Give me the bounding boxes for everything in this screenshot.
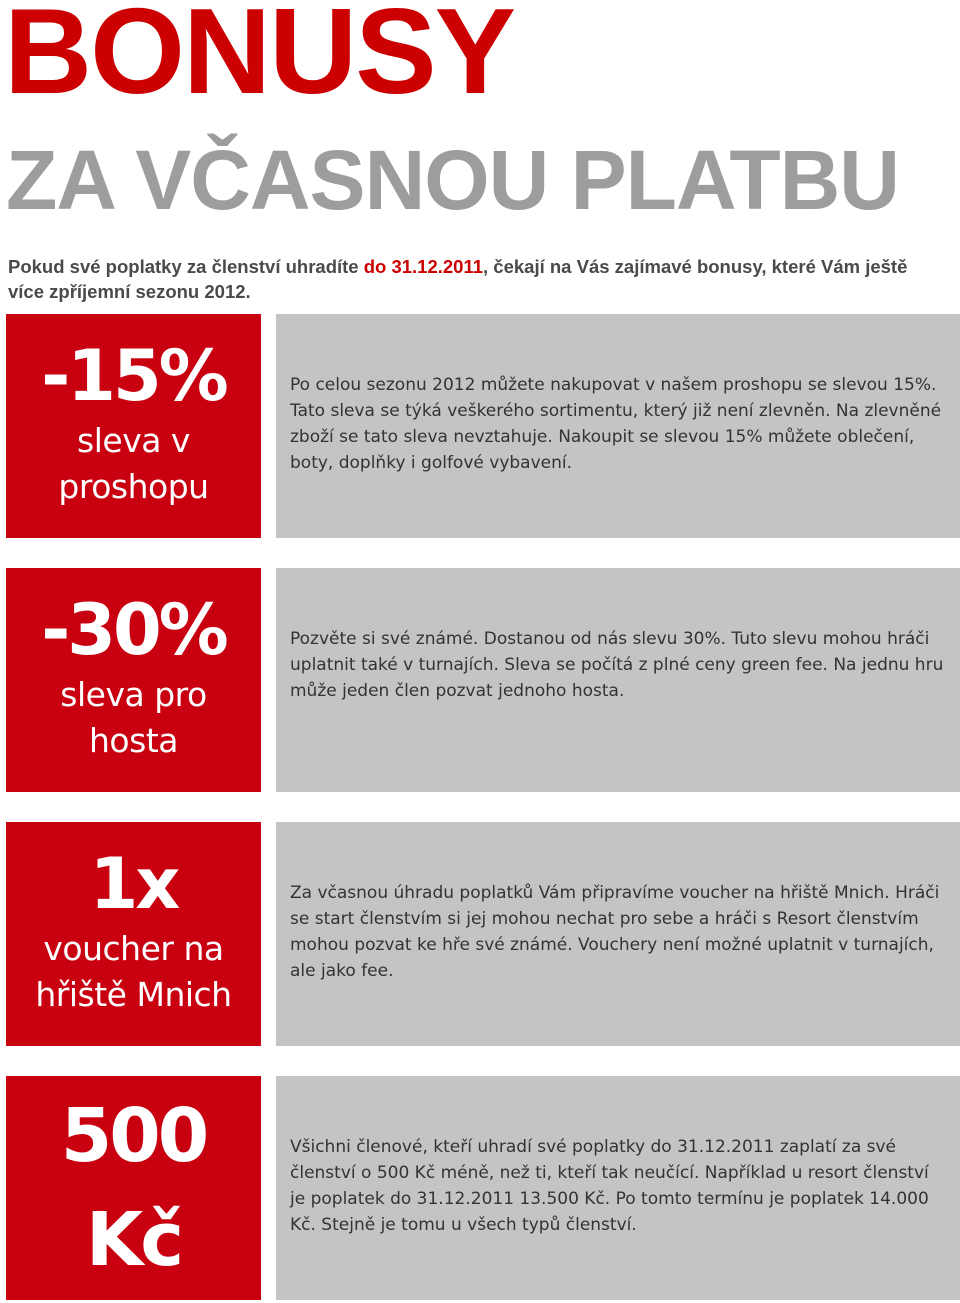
bonus-row-proshop — [6, 314, 960, 538]
bonus-label: voucher na hřiště Mnich — [35, 929, 232, 1014]
page-title: BONUSY — [4, 0, 514, 119]
bonus-row-voucher — [6, 822, 960, 1046]
bonus-description: Pozvěte si své známé. Dostanou od nás slevu 30%. Tuto slevu mohou hráči uplatnit také v turnajích. Sleva se počítá z plné ceny green fee. Na jednu hru může jeden člen pozvat jednoho hosta. — [290, 629, 944, 701]
bonus-description: Za včasnou úhradu poplatků Vám připravíme voucher na hřiště Mnich. Hráči se start členstvím si jej mohou nechat pro sebe a hráči s Resort členstvím mohou pozvat ke hře své známé. Vouchery není možné uplatnit v turnajích, ale jako fee. — [290, 883, 940, 981]
bonus-badge — [6, 568, 261, 792]
bonus-description-box — [276, 822, 960, 1046]
bonus-value: -15% — [41, 335, 226, 417]
bonus-badge — [6, 314, 261, 538]
bonus-badge — [6, 1076, 261, 1300]
bonus-description-box — [276, 1076, 960, 1300]
bonus-value: 1x — [89, 843, 178, 925]
bonus-description-box — [276, 314, 960, 538]
bonus-label: sleva pro hosta — [60, 675, 207, 760]
intro-text-after: , čekají na Vás zajímavé bonusy, které Vám ještě více zpříjemní sezonu 2012. — [8, 256, 908, 302]
bonus-badge — [6, 822, 261, 1046]
bonus-value: -30% — [41, 589, 226, 671]
bonus-row-guest — [6, 568, 960, 792]
intro-deadline: do 31.12.2011 — [363, 256, 484, 277]
bonus-row-500kc — [6, 1076, 960, 1300]
bonus-description: Po celou sezonu 2012 můžete nakupovat v našem proshopu se slevou 15%. Tato sleva se týká veškerého sortimentu, který již není zlevněn. Na zlevněné zboží se tato sleva nevztahuje. Nakoupit se slevou 15% můžete oblečení, boty, doplňky i golfové vybavení. — [290, 375, 942, 473]
bonus-description: Všichni členové, kteří uhradí své poplatky do 31.12.2011 zaplatí za své členství o 500 Kč méně, než ti, kteří tak neučící. Například u resort členství je poplatek do 31.12.2011 13.500 Kč. Po tomto termínu je poplatek 14.000 Kč. Stejně je tomu u všech typů členství. — [290, 1137, 929, 1235]
bonus-label: sleva v proshopu — [58, 421, 209, 506]
page-subtitle: ZA VČASNOU PLATBU — [6, 133, 899, 227]
intro-text-before: Pokud své poplatky za členství uhradíte — [8, 256, 364, 277]
bonus-description-box — [276, 568, 960, 792]
intro-paragraph — [8, 254, 948, 304]
bonus-value: 500 Kč — [60, 1093, 207, 1283]
